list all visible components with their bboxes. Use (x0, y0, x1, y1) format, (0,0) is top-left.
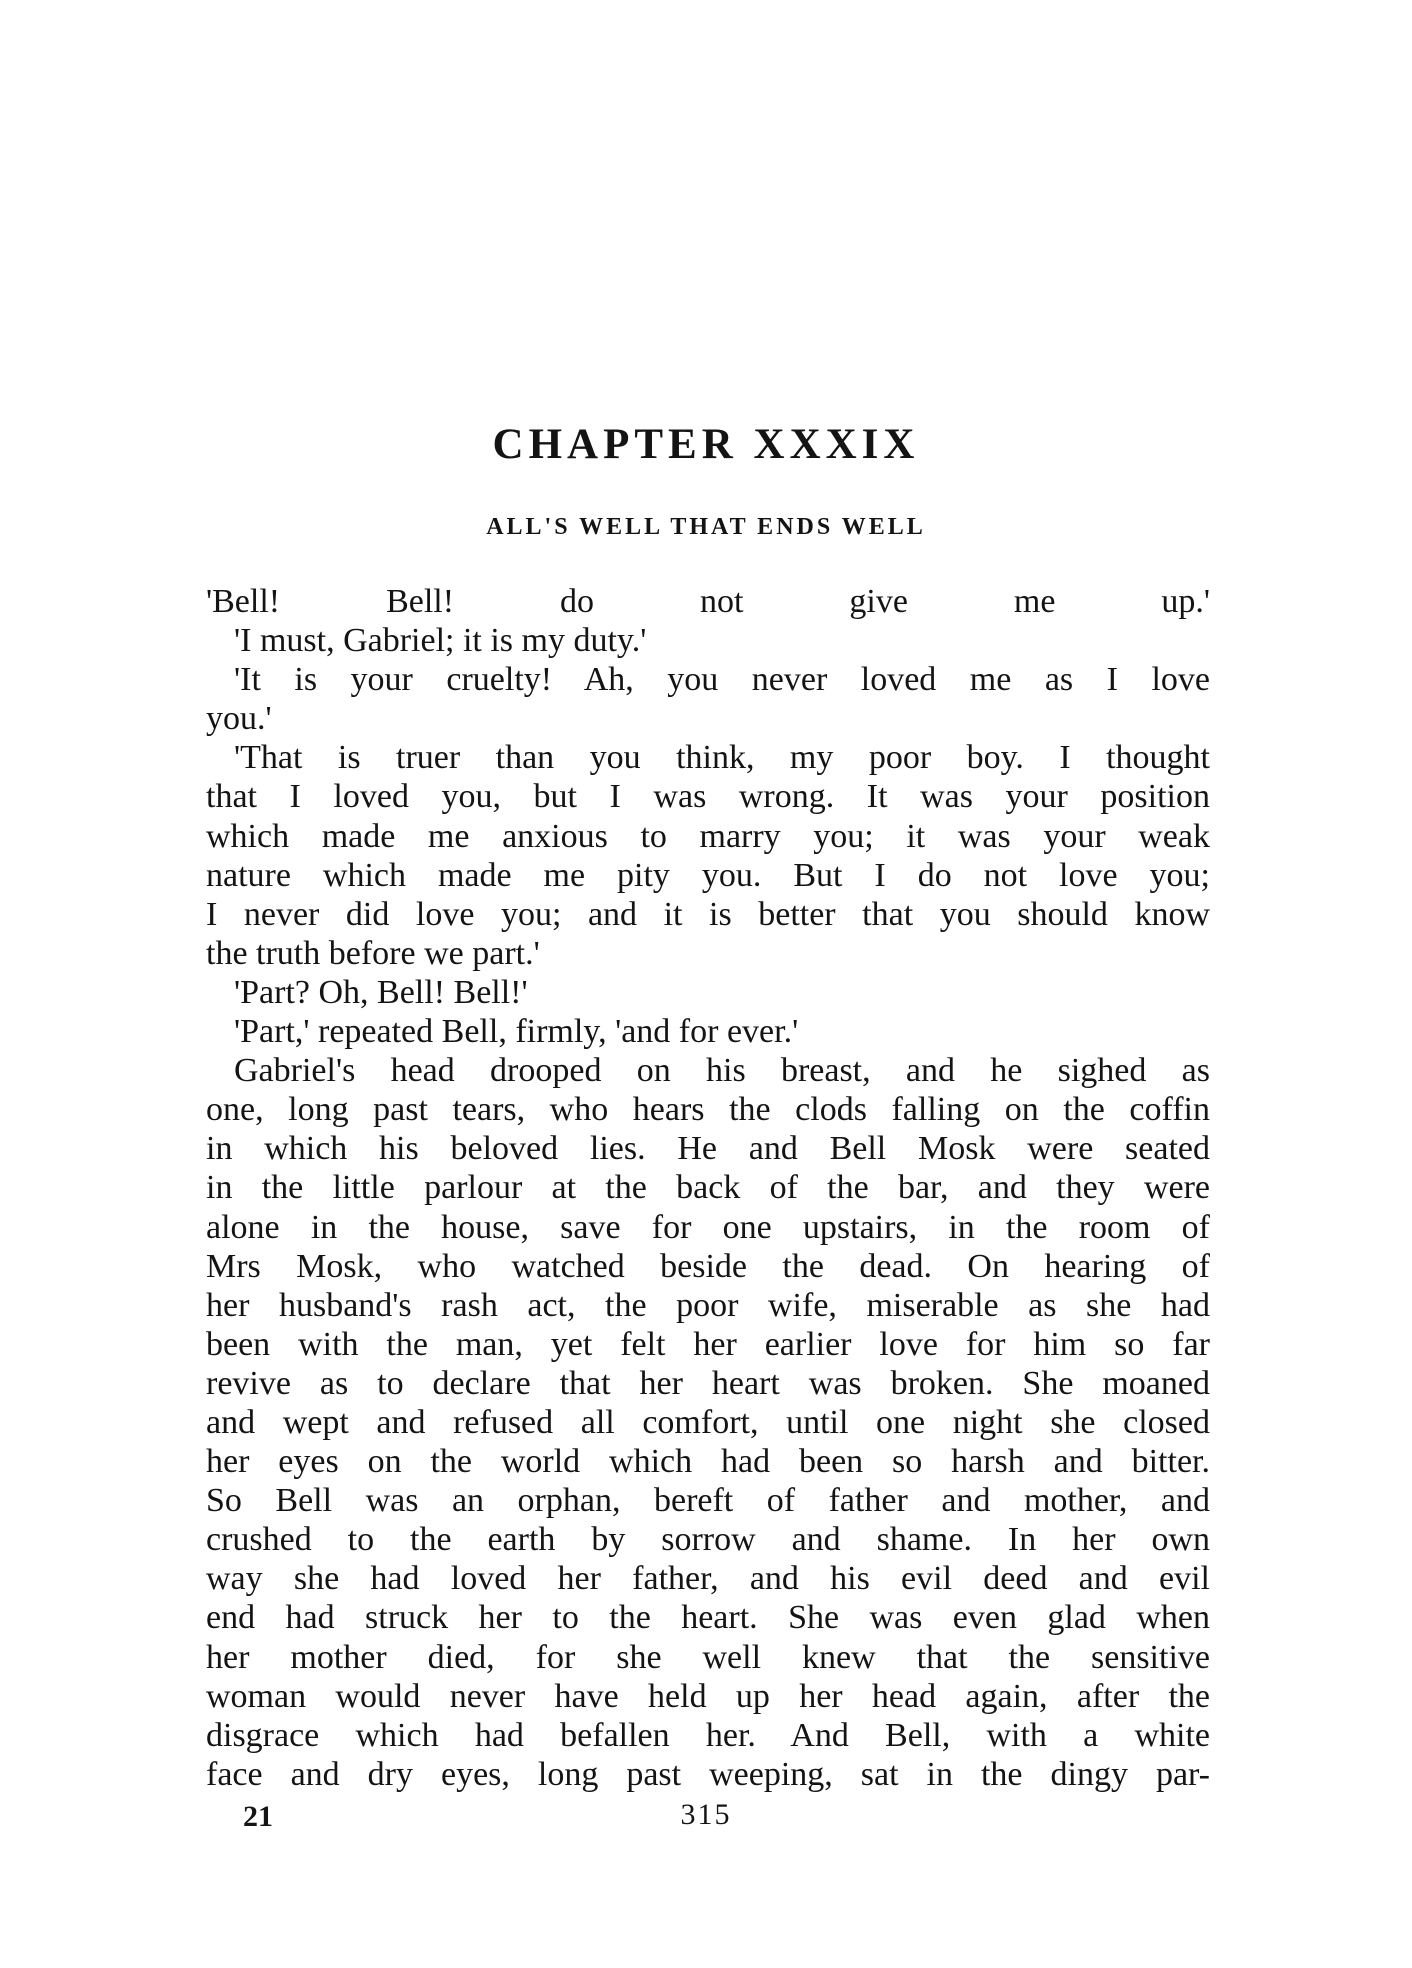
text-line: and wept and refused all comfort, until one night she closed (206, 1403, 1210, 1441)
text-line: 'Part,' repeated Bell, firmly, 'and for ever.' (234, 1013, 799, 1051)
text-line: 'It is your cruelty! Ah, you never loved me as I love (234, 661, 1210, 699)
text-line: Gabriel's head drooped on his breast, and he sighed as (234, 1052, 1210, 1090)
text-line: 'Bell! Bell! do not give me up.' (206, 583, 1210, 620)
text-line: woman would never have held up her head again, after the (206, 1677, 1210, 1715)
text-line: been with the man, yet felt her earlier love for him so far (206, 1325, 1210, 1363)
text-line: end had struck her to the heart. She was even glad when (206, 1599, 1210, 1637)
text-line: which made me anxious to marry you; it was your weak (206, 817, 1210, 855)
text-line: that I loved you, but I was wrong. It was your position (206, 778, 1210, 816)
text-line: way she had loved her father, and his evil deed and evil (206, 1560, 1210, 1598)
chapter-subtitle: ALL'S WELL THAT ENDS WELL (486, 514, 926, 540)
text-line: 'Part? Oh, Bell! Bell!' (234, 973, 528, 1011)
page-number: 315 (680, 1798, 732, 1831)
text-line: So Bell was an orphan, bereft of father and mother, and (206, 1482, 1210, 1520)
text-line: her eyes on the world which had been so harsh and bitter. (206, 1443, 1210, 1481)
signature-mark: 21 (243, 1800, 273, 1833)
text-line: in the little parlour at the back of the bar, and they were (206, 1169, 1210, 1207)
text-line: 'That is truer than you think, my poor boy. I thought (234, 739, 1210, 777)
text-line: I never did love you; and it is better that you should know (206, 895, 1210, 933)
text-line: crushed to the earth by sorrow and shame. In her own (206, 1521, 1210, 1559)
text-line: you.' (206, 700, 272, 738)
body-text (206, 582, 1210, 1794)
text-line: revive as to declare that her heart was broken. She moaned (206, 1364, 1210, 1402)
text-line: in which his beloved lies. He and Bell Mosk were seated (206, 1130, 1210, 1168)
text-line: alone in the house, save for one upstairs, in the room of (206, 1208, 1210, 1246)
text-line: disgrace which had befallen her. And Bell, with a white (206, 1716, 1210, 1754)
text-line: nature which made me pity you. But I do not love you; (206, 856, 1210, 894)
text-line: her husband's rash act, the poor wife, miserable as she had (206, 1286, 1210, 1324)
text-line: the truth before we part.' (206, 934, 540, 972)
text-line: one, long past tears, who hears the clods falling on the coffin (206, 1091, 1210, 1129)
text-line: 'I must, Gabriel; it is my duty.' (234, 622, 647, 660)
text-line: her mother died, for she well knew that the sensitive (206, 1638, 1210, 1676)
text-line: face and dry eyes, long past weeping, sat in the dingy par- (206, 1755, 1210, 1793)
chapter-title: CHAPTER XXXIX (492, 421, 920, 468)
text-line: Mrs Mosk, who watched beside the dead. On hearing of (206, 1247, 1210, 1285)
